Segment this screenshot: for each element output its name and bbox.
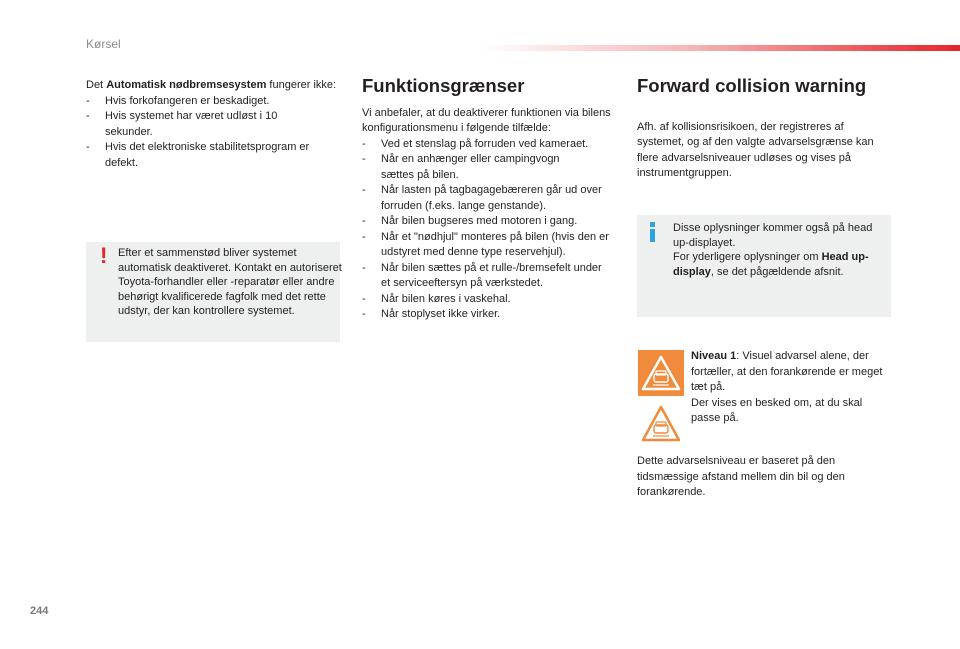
- level-label: Niveau 1: [691, 350, 737, 362]
- list-item: - Hvis det elektroniske stabilitetsprogram er defekt.: [86, 140, 338, 171]
- middle-intro: Vi anbefaler, at du deaktiverer funktionen via bilens konfigurationsmenu i følgende tilfælde:: [362, 106, 611, 134]
- exclamation-icon: !: [100, 243, 108, 268]
- list-item: - Hvis forkofangeren er beskadiget.: [86, 94, 338, 110]
- info-line-2-pre: For yderligere oplysninger om: [673, 251, 822, 263]
- info-line-2-post: , se det pågældende afsnit.: [710, 265, 844, 278]
- warning-text: Efter et sammenstød bliver systemet automatisk deaktiveret. Kontakt en autoriseret Toyota-forhandler eller -reparatør eller andre behørigt kvalificerede fagfolk med det rette udstyr, der kan kontrollere systemet.: [118, 247, 342, 317]
- info-icon: [650, 222, 655, 242]
- header-accent-bar: [480, 45, 960, 51]
- info-line-2: [673, 250, 888, 279]
- list-item: - Ved et stenslag på forruden ved kameraet.: [362, 137, 612, 153]
- level-text-2: Der vises en besked om, at du skal passe på.: [691, 396, 863, 424]
- collision-warning-outline-icon: [638, 403, 684, 445]
- info-box: [637, 215, 891, 317]
- right-column: [637, 75, 889, 182]
- list-item: - Når stoplyset ikke virker.: [362, 307, 612, 323]
- left-column: [86, 78, 338, 171]
- left-intro-pre: Det: [86, 79, 107, 91]
- warning-box: [86, 242, 340, 342]
- right-title: Forward collision warning: [637, 75, 867, 96]
- list-item: - Hvis systemet har været udløst i 10 sekunder.: [86, 109, 338, 140]
- list-item: - Når bilen sættes på et rulle-/bremsefelt under et serviceeftersyn på værkstedet.: [362, 261, 612, 292]
- left-intro: [86, 78, 338, 94]
- left-intro-bold: Automatisk nødbremsesystem: [106, 79, 267, 91]
- page-number: 244: [30, 605, 49, 617]
- right-outro-text: Dette advarselsniveau er baseret på den tidsmæssige afstand mellem din bil og den forankørende.: [637, 455, 845, 498]
- level-line: [691, 349, 889, 396]
- info-line-1: Disse oplysninger kommer også på head up-displayet.: [673, 222, 873, 249]
- level-text: : Visuel advarsel alene, der fortæller, at den forankørende er meget tæt på.: [691, 350, 883, 393]
- middle-list: [362, 137, 612, 323]
- left-list: [86, 94, 338, 172]
- list-item: - Når en anhænger eller campingvogn sættes på bilen.: [362, 152, 612, 183]
- list-item: - Når bilen køres i vaskehal.: [362, 292, 612, 308]
- left-intro-post: fungerer ikke:: [266, 79, 337, 91]
- list-item: - Når bilen bugseres med motoren i gang.: [362, 214, 612, 230]
- list-item: - Når et "nødhjul" monteres på bilen (hvis den er udstyret med denne type reservehjul).: [362, 230, 612, 261]
- list-item: - Når lasten på tagbagagebæreren går ud over forruden (f.eks. lange genstande).: [362, 183, 612, 214]
- info-line-2-bold: Head up-display: [673, 251, 869, 278]
- middle-column: [362, 75, 612, 323]
- right-outro: [637, 454, 889, 501]
- middle-title: Funktionsgrænser: [362, 75, 525, 96]
- info-text: [673, 221, 888, 279]
- level-description: [691, 349, 889, 427]
- section-label: Kørsel: [86, 37, 121, 51]
- right-intro: Afh. af kollisionsrisikoen, der registreres af systemet, og af den valgte advarselsgrænse kan flere advarselsniveauer udløses og vises på instrumentgruppen.: [637, 120, 874, 179]
- collision-warning-filled-icon: [638, 350, 684, 396]
